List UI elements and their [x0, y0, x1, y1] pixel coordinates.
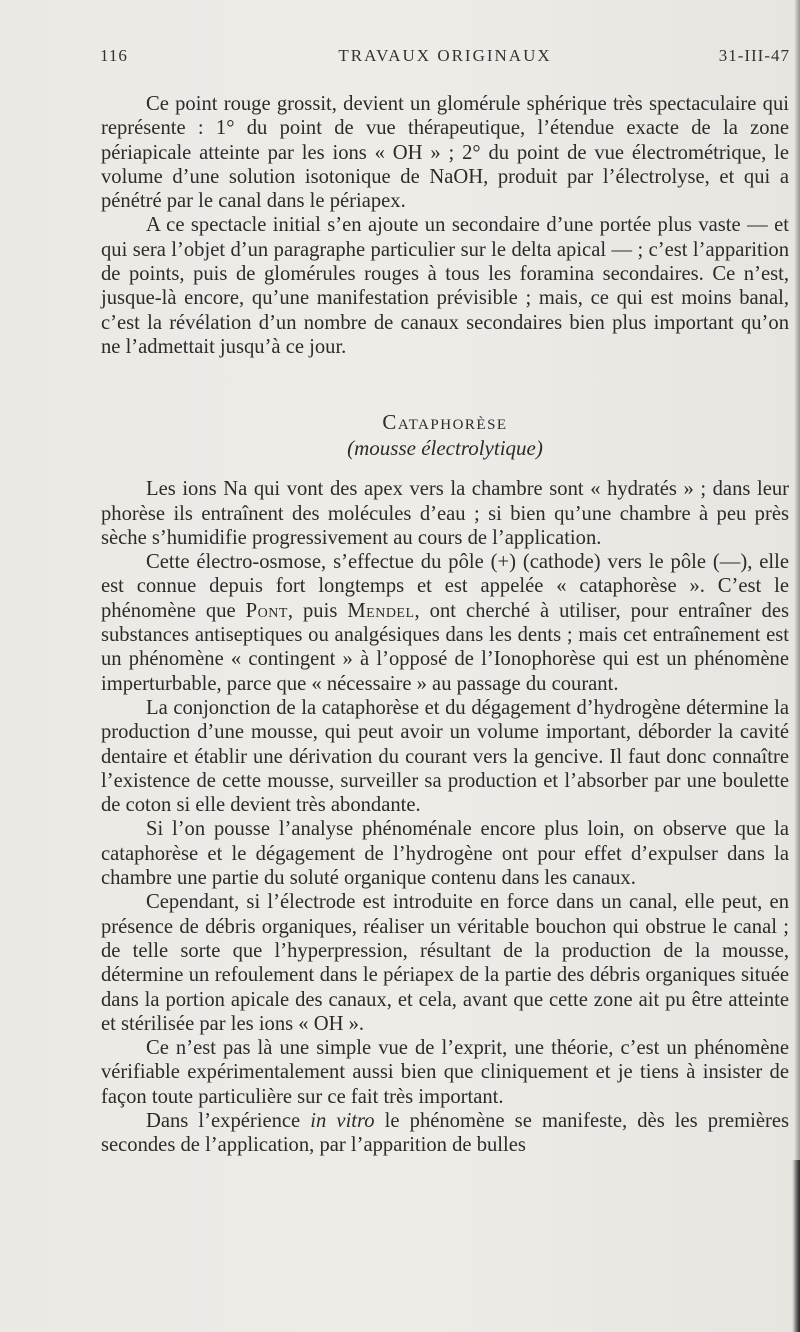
text-run: Cette électro-osmose, s’effectue du pôle (+) (cathode) vers le pôle (—), elle est connue depuis fort longtemps et est appelée « cataphorèse ». C’est le phénomène que [101, 551, 789, 622]
page-number: 116 [100, 46, 128, 65]
body-text [101, 92, 789, 1158]
text-run: , puis [287, 599, 348, 622]
paragraph: Si l’on pousse l’analyse phénoménale encore plus loin, on observe que la cataphorèse et le dégagement de l’hydrogène ont pour effet d’expulser dans la chambre une partie du soluté organique contenu dans les canaux. [101, 818, 789, 890]
author-name-pont: Pont [245, 599, 288, 622]
page-edge-shadow [794, 0, 800, 1332]
paragraph: Ce n’est pas là une simple vue de l’exprit, une théorie, c’est un phénomène vérifiable expérimentalement aussi bien que cliniquement et je tiens à insister de façon toute particulière sur ce fait très important. [101, 1037, 789, 1108]
italic-term: in vitro [310, 1109, 375, 1132]
paragraph: Ce point rouge grossit, devient un glomérule sphérique très spectaculaire qui représente : 1° du point de vue thérapeutique, l’étendue exacte de la zone périapicale atteinte par les ions « OH » ; 2° du point de vue électrométrique, le volume d’une solution isotonique de NaOH, produit par l’électrolyse, et qui a pénétré par le canal dans le périapex. [101, 93, 789, 213]
author-name-mendel: Mendel [347, 599, 415, 622]
paragraph: Cependant, si l’électrode est introduite en force dans un canal, elle peut, en présence de débris organiques, réaliser un véritable bouchon qui obstrue le canal ; de telle sorte que l’hyperpression, résultant de la production de la mousse, détermine un refoulement dans le périapex de la partie des débris organiques située dans la portion apicale des canaux, et cela, avant que cette zone ait pu être atteinte et stérilisée par les ions « OH ». [101, 891, 789, 1035]
journal-section-title: TRAVAUX ORIGINAUX [338, 46, 552, 65]
section-heading: Cataphorèse [382, 410, 508, 435]
paragraph [101, 550, 789, 696]
page-edge-dark [792, 1160, 800, 1332]
text-run: Dans l’expérience [146, 1109, 311, 1132]
text-run: , ont cherché à utiliser, pour entraîner des substances antiseptiques ou analgésiques dans les dents ; mais cet entraînement est un phénomène « contingent » à l’opposé de l’Ionophorèse qui est un phénomène imperturbable, parce que « nécessaire » au passage du courant. [101, 599, 789, 695]
section-subheading: (mousse électrolytique) [347, 436, 543, 461]
paragraph: Les ions Na qui vont des apex vers la chambre sont « hydratés » ; dans leur phorèse ils entraînent des molécules d’eau ; si bien qu’une chambre à peu près sèche s’humidifie progressivement au cours de l’application. [101, 478, 789, 549]
paragraph [101, 1109, 789, 1158]
paragraph: La conjonction de la cataphorèse et du dégagement d’hydrogène détermine la production d’une mousse, qui peut avoir un volume important, déborder la cavité dentaire et établir une dérivation du courant vers la gencive. Il faut donc connaître l’existence de cette mousse, surveiller sa production et l’absorber par une boulette de coton si elle devient très abondante. [101, 696, 789, 817]
paragraph: A ce spectacle initial s’en ajoute un secondaire d’une portée plus vaste — et qui sera l’objet d’un paragraphe particulier sur le delta apical — ; c’est l’apparition de points, puis de glomérules rouges à tous les foramina secondaires. Ce n’est, jusque-là encore, qu’une manifestation prévisible ; mais, ce qui est moins banal, c’est la révélation d’un nombre de canaux secondaires bien plus important qu’on ne l’admettait jusqu’à ce jour. [101, 214, 789, 358]
text-run: le phénomène se manifeste, dès les premières secondes de l’application, par l’apparition de bulles [101, 1109, 789, 1157]
issue-date: 31-III-47 [718, 46, 790, 65]
running-header [100, 46, 790, 70]
